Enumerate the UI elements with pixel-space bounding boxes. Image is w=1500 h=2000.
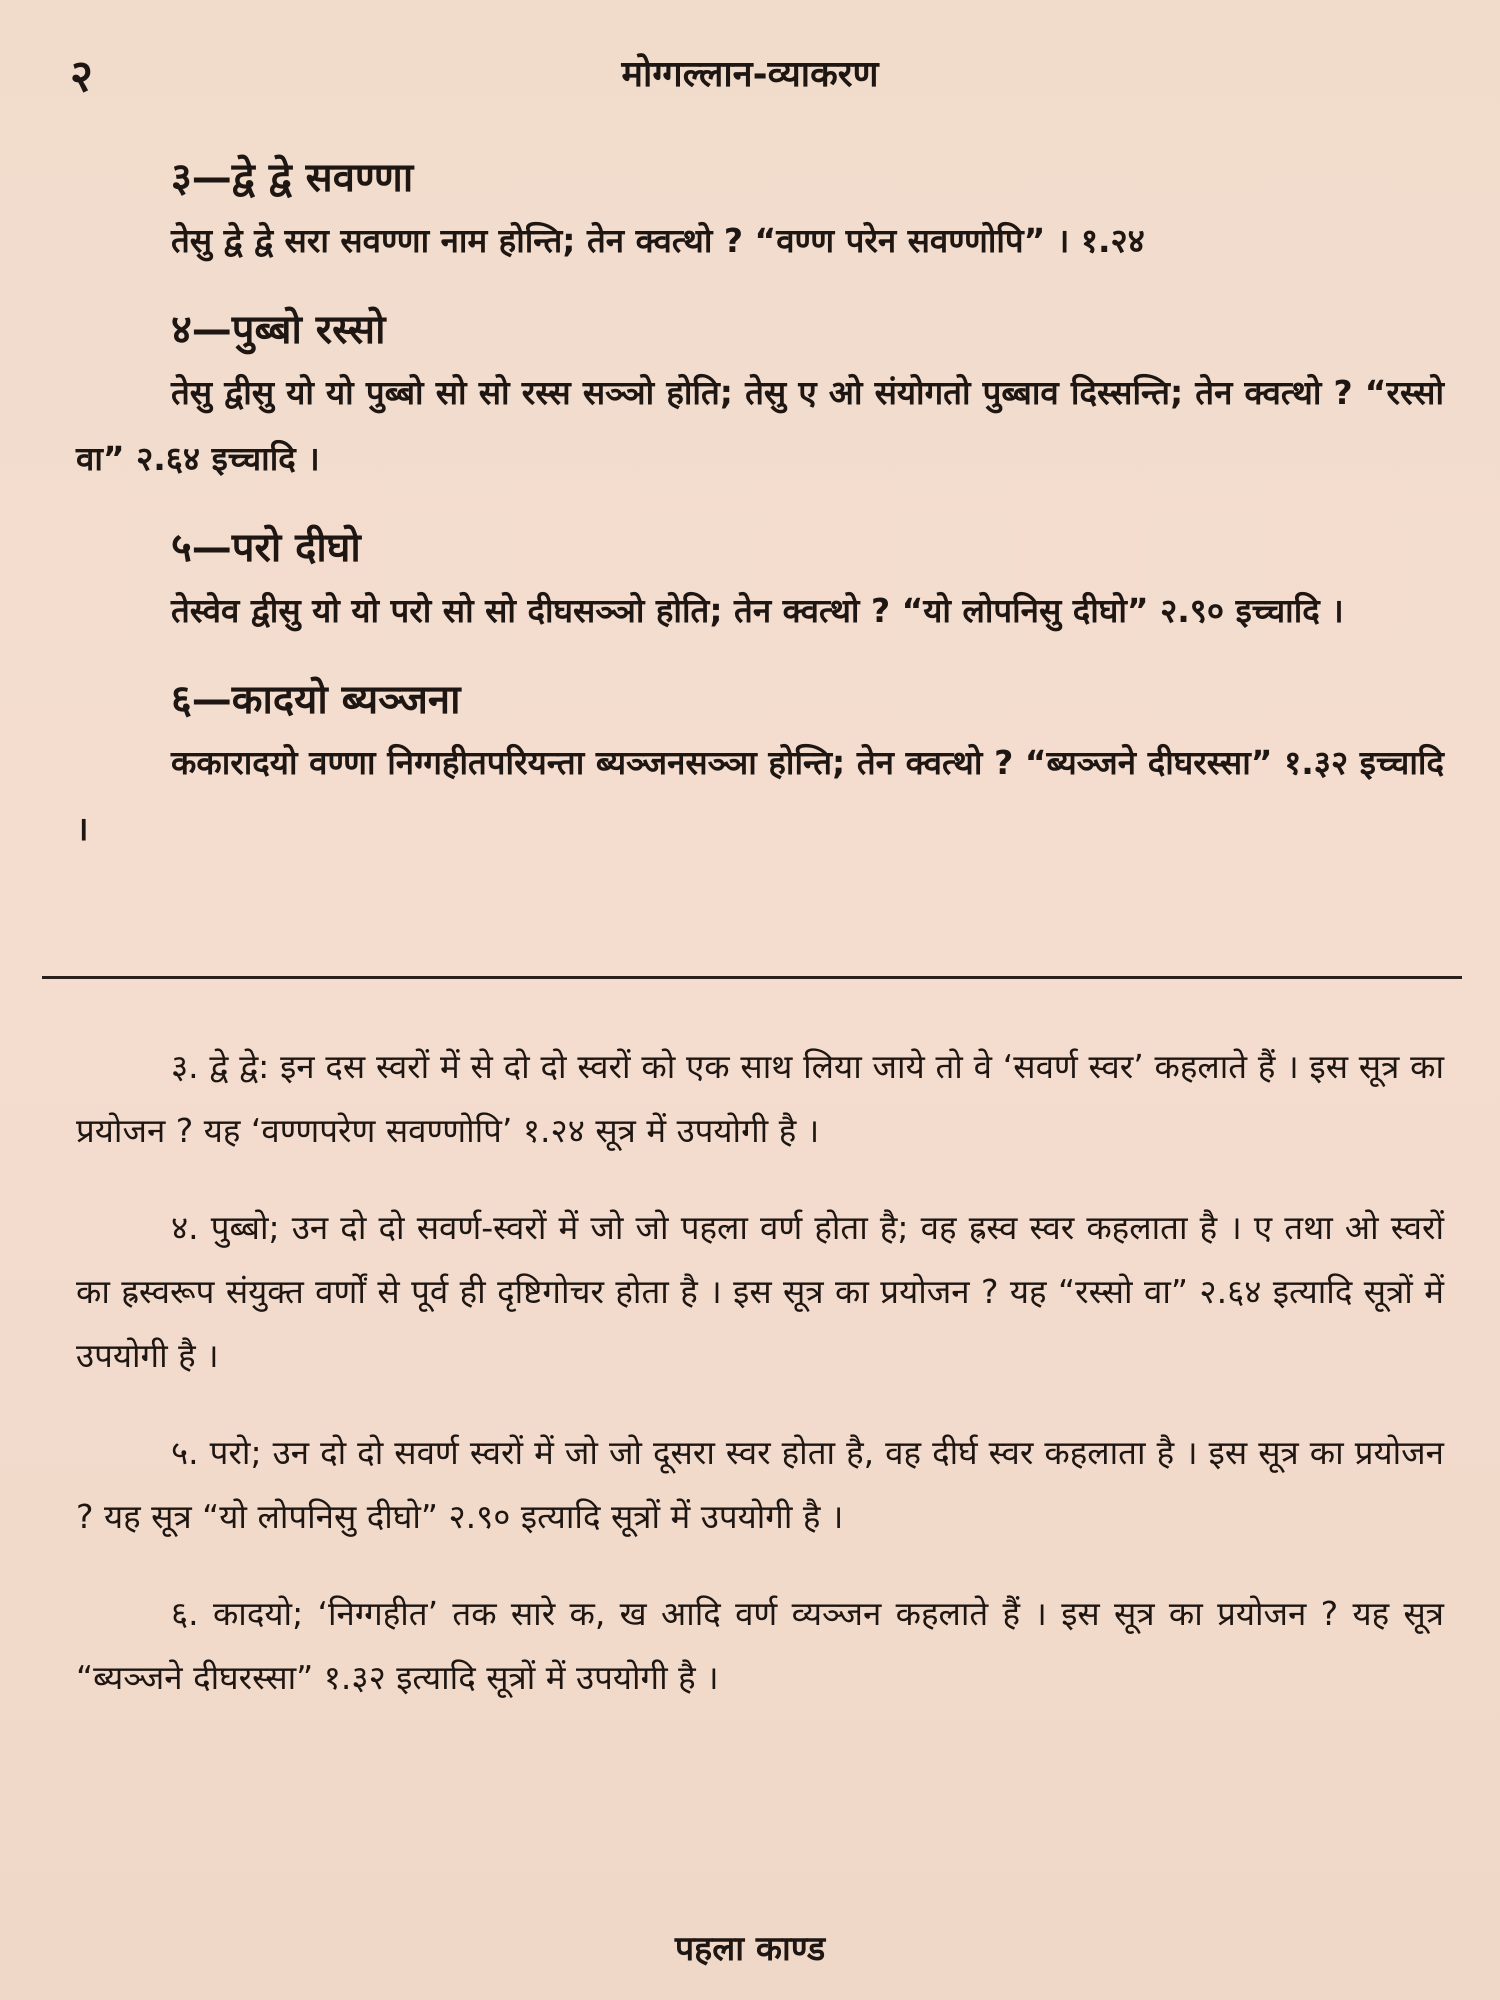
sutra-6	[76, 670, 1444, 862]
sutra-3	[76, 148, 1444, 274]
running-title: मोग्गल्लान-व्याकरण	[621, 54, 879, 95]
sutra-body: ककारादयो वण्णा निग्गहीतपरियन्ता ब्यञ्जनसञ्ञा होन्ति; तेन क्वत्थो ? “ब्यञ्जने दीघरस्सा” १.३२ इच्चादि ।	[76, 743, 1444, 848]
page-header	[70, 44, 1430, 104]
sutra-body: तेसु द्वे द्वे सरा सवण्णा नाम होन्ति; तेन क्वत्थो ? “वण्ण परेन सवण्णोपि” । १.२४	[171, 221, 1145, 260]
hindi-notes	[76, 1002, 1444, 1724]
sutra-title: ३—द्वे द्वे सवण्णा	[171, 155, 414, 201]
note-3: ३. द्वे द्वे: इन दस स्वरों में से दो दो स्वरों को एक साथ लिया जाये तो वे ‘सवर्ण स्वर’ कहलाते हैं । इस सूत्र का प्रयोजन ? यह ‘वण्णपरेण सवण्णोपि’ १.२४ सूत्र में उपयोगी है ।	[76, 1047, 1444, 1150]
note-4: ४. पुब्बो; उन दो दो सवर्ण-स्वरों में जो जो पहला वर्ण होता है; वह ह्रस्व स्वर कहलाता है । ए तथा ओ स्वरों का ह्रस्वरूप संयुक्त वर्णों से पूर्व ही दृष्टिगोचर होता है । इस सूत्र का प्रयोजन ? यह “रस्सो वा” २.६४ इत्यादि सूत्रों में उपयोगी है ।	[76, 1208, 1444, 1375]
sutra-title: ५—परो दीघो	[171, 525, 361, 571]
page-footer: पहला काण्ड	[674, 1929, 826, 1969]
sutra-body: तेस्वेव द्वीसु यो यो परो सो सो दीघसञ्ञो होति; तेन क्वत्थो ? “यो लोपनिसु दीघो” २.९० इच्चादि ।	[171, 591, 1344, 630]
note-6: ६. कादयो; ‘निग्गहीत’ तक सारे क, ख आदि वर्ण व्यञ्जन कहलाते हैं । इस सूत्र का प्रयोजन ? यह सूत्र “ब्यञ्जने दीघरस्सा” १.३२ इत्यादि सूत्रों में उपयोगी है ।	[76, 1594, 1444, 1697]
sutra-4	[76, 300, 1444, 492]
pali-sutras	[76, 148, 1444, 888]
sutra-title: ४—पुब्बो रस्सो	[171, 307, 386, 353]
note-5: ५. परो; उन दो दो सवर्ण स्वरों में जो जो दूसरा स्वर होता है, वह दीर्घ स्वर कहलाता है । इस सूत्र का प्रयोजन ? यह सूत्र “यो लोपनिसु दीघो” २.९० इत्यादि सूत्रों में उपयोगी है ।	[76, 1433, 1444, 1536]
page-number: २	[70, 51, 93, 102]
divider-rule	[42, 976, 1462, 979]
sutra-5	[76, 518, 1444, 644]
sutra-title: ६—कादयो ब्यञ्जना	[171, 677, 461, 723]
sutra-body: तेसु द्वीसु यो यो पुब्बो सो सो रस्स सञ्ञो होति; तेसु ए ओ संयोगतो पुब्बाव दिस्सन्ति; तेन क्वत्थो ? “रस्सो वा” २.६४ इच्चादि ।	[76, 373, 1444, 478]
